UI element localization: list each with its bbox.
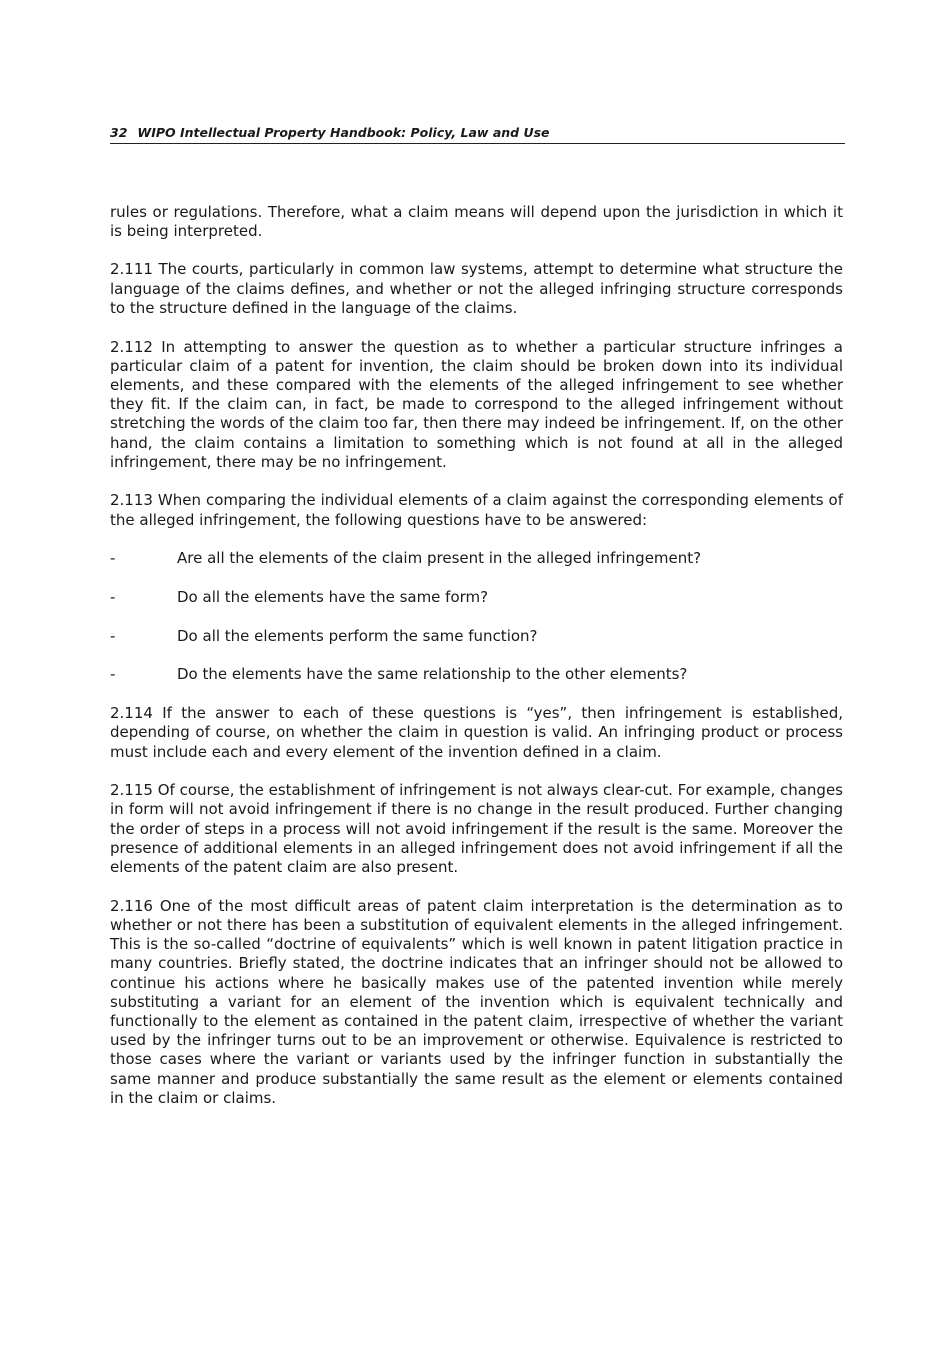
bullet-text: Are all the elements of the claim present in the alleged infringement? (177, 549, 702, 568)
paragraph-2-115: 2.115 Of course, the establishment of infringement is not always clear-cut. For example, changes in form will not avoid infringement if there is no change in the result produced. Further changing the order of steps in a process will not avoid infringement if the result is the same. Moreover the presence of additional elements in an alleged infringement does not avoid infringement if all the elements of the patent claim are also present. (110, 781, 844, 877)
paragraph-2-116: 2.116 One of the most difficult areas of patent claim interpretation is the determination as to whether or not there has been a substitution of equivalent elements in the alleged infringement. This is the so-called “doctrine of equivalents” which is well known in patent litigation practice in many countries. Briefly stated, the doctrine indicates that an infringer should not be allowed to continue his actions where he basically makes use of the patented invention while merely substituting a variant for an element of the invention which is equivalent technically and functionally to the element as contained in the patent claim, irrespective of whether the variant used by the infringer turns out to be an improvement or otherwise. Equivalence is restricted to those cases where the variant or variants used by the infringer function in substantially the same manner and produce substantially the same result as the element or elements contained in the claim or claims. (110, 896, 843, 1107)
header-title: WIPO Intellectual Property Handbook: Policy, Law and Use (137, 125, 550, 140)
bullet-item (110, 665, 843, 684)
bullet-item (110, 588, 843, 607)
bullet-text: Do the elements have the same relationship to the other elements? (177, 665, 688, 684)
bullet-item (110, 549, 843, 568)
paragraph-2-113: 2.113 When comparing the individual elements of a claim against the corresponding elements of the alleged infringement, the following questions have to be answered: (110, 491, 843, 529)
bullet-dash: - (110, 549, 116, 568)
paragraph-2-111: 2.111 The courts, particularly in common law systems, attempt to determine what structure the language of the claims defines, and whether or not the alleged infringing structure corresponds to the structure defined in the language of the claims. (110, 260, 843, 317)
running-header (110, 124, 845, 144)
paragraph-2-114: 2.114 If the answer to each of these questions is “yes”, then infringement is established, depending of course, on whether the claim in question is valid. An infringing product or process must include each and every element of the invention defined in a claim. (110, 704, 843, 761)
body-text (110, 203, 843, 1128)
bullet-item (110, 627, 843, 646)
bullet-text: Do all the elements perform the same function? (177, 626, 538, 645)
bullet-dash: - (110, 588, 116, 607)
bullet-dash: - (110, 665, 116, 684)
bullet-text: Do all the elements have the same form? (177, 588, 489, 607)
paragraph-continuation: rules or regulations. Therefore, what a claim means will depend upon the jurisdiction in which it is being interpreted. (110, 203, 843, 241)
page-number: 32 (110, 125, 128, 140)
paragraph-2-112: 2.112 In attempting to answer the question as to whether a particular structure infringes a particular claim of a patent for invention, the claim should be broken down into its individual elements, and these compared with the elements of the alleged infringement to see whether they fit. If the claim can, in fact, be made to correspond to the alleged infringement without stretching the words of the claim too far, then there may indeed be infringement. If, on the other hand, the claim contains a limitation to something which is not found at all in the alleged infringement, there may be no infringement. (110, 337, 843, 471)
bullet-dash: - (110, 626, 116, 645)
